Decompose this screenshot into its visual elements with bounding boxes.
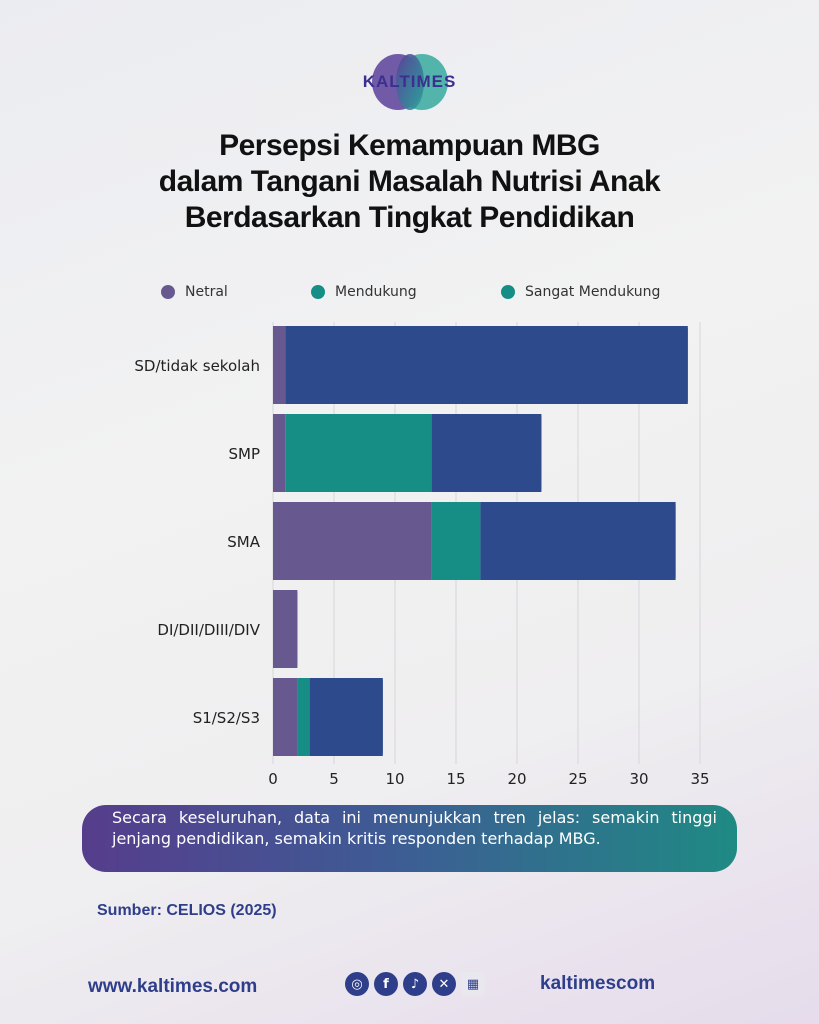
legend-dot-mendukung	[311, 285, 325, 299]
legend-dot-netral	[161, 285, 175, 299]
bar-end-cap	[670, 502, 676, 580]
bar-segment	[432, 414, 542, 492]
x-icon[interactable]: ✕	[432, 972, 456, 996]
y-tick-label: SMP	[228, 445, 260, 463]
x-tick-label: 20	[507, 770, 527, 788]
legend-item-mendukung	[311, 284, 417, 300]
x-tick-label: 35	[690, 770, 710, 788]
x-tick-label: 0	[268, 770, 278, 788]
social-handle[interactable]: kaltimescom	[540, 973, 656, 994]
y-tick-label: SMA	[227, 533, 260, 551]
website-link[interactable]: www.kaltimes.com	[88, 976, 258, 997]
legend-item-netral	[161, 284, 228, 300]
bar-end-cap	[535, 414, 541, 492]
bar-segment	[297, 678, 309, 756]
legend-item-sangat-mendukung	[501, 284, 660, 300]
page-title	[40, 128, 779, 236]
chart-legend	[0, 284, 819, 306]
x-tick-label: 25	[568, 770, 588, 788]
instagram-icon[interactable]: ◎	[345, 972, 369, 996]
social-icons	[345, 972, 485, 996]
tiktok-icon[interactable]: ♪	[403, 972, 427, 996]
bar-end-cap	[291, 590, 297, 668]
legend-label-mendukung: Mendukung	[335, 284, 417, 300]
bar-segment	[273, 414, 285, 492]
bar-segment	[273, 502, 432, 580]
title-line-2: dalam Tangani Masalah Nutrisi Anak	[158, 165, 661, 198]
x-tick-label: 5	[329, 770, 339, 788]
bar-segment	[273, 326, 285, 404]
y-tick-label: S1/S2/S3	[192, 709, 260, 727]
legend-label-netral: Netral	[185, 284, 228, 300]
summary-box	[82, 805, 737, 872]
x-tick-label: 15	[446, 770, 466, 788]
bar-segment	[480, 502, 675, 580]
title-line-3: Berdasarkan Tingkat Pendidikan	[184, 201, 635, 234]
bar-segment	[285, 414, 431, 492]
bar-end-cap	[682, 326, 688, 404]
bar-segment	[432, 502, 481, 580]
y-tick-label: DI/DII/DIII/DIV	[157, 621, 260, 639]
brand-name: KALTIMES	[362, 72, 457, 91]
brand-logo	[0, 52, 819, 112]
bar-segment	[273, 678, 297, 756]
source-label: Sumber: CELIOS (2025)	[97, 902, 277, 919]
summary-text: Secara keseluruhan, data ini menunjukkan tren jelas: semakin tinggi jenjang pendidikan, semakin kritis responden terhadap MBG.	[112, 808, 717, 848]
legend-dot-sangat-mendukung	[501, 285, 515, 299]
bar-chart	[0, 310, 819, 790]
y-tick-label: SD/tidak sekolah	[134, 357, 260, 375]
title-line-1: Persepsi Kemampuan MBG	[219, 129, 600, 162]
bar-segment	[310, 678, 383, 756]
bar-segment	[285, 326, 688, 404]
legend-label-sangat-mendukung: Sangat Mendukung	[525, 284, 661, 300]
x-tick-label: 30	[629, 770, 649, 788]
bar-end-cap	[377, 678, 383, 756]
threads-icon[interactable]: ▦	[461, 972, 485, 996]
facebook-icon[interactable]: f	[374, 972, 398, 996]
x-tick-label: 10	[385, 770, 405, 788]
